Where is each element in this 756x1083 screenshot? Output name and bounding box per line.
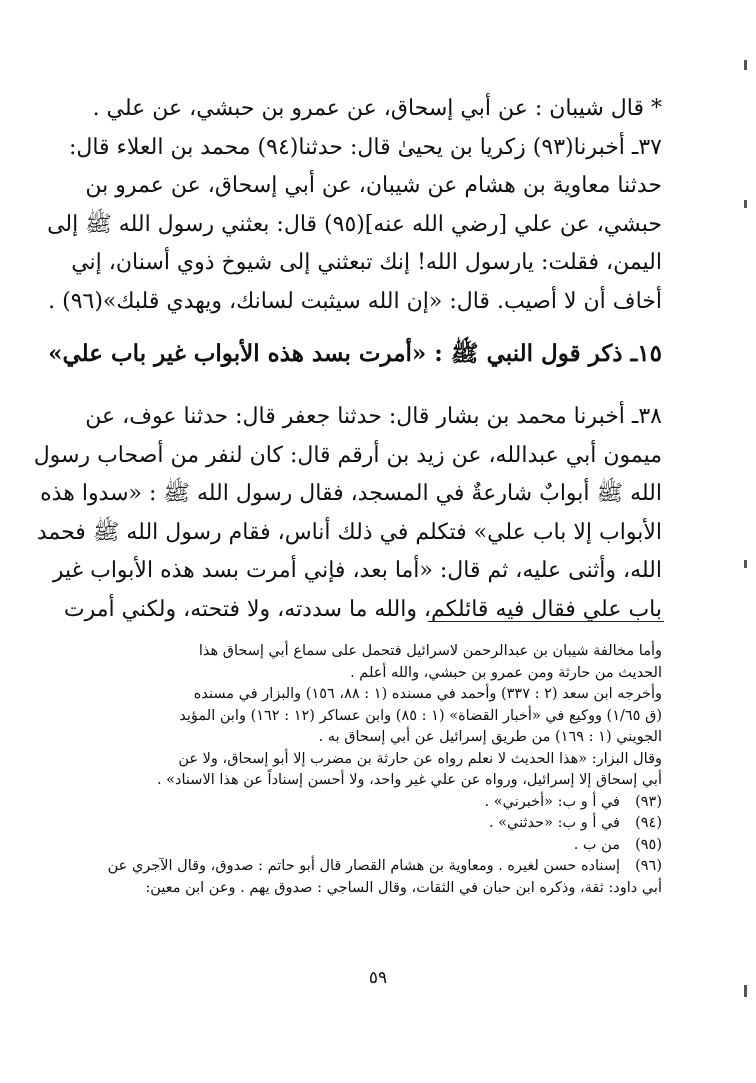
footnote-number: (٩٤)	[635, 815, 662, 831]
footnote-separator	[428, 621, 664, 622]
footnote-number: (٩٦)	[635, 858, 662, 874]
text-line: ميمون أبي عبدالله، عن زيد بن أرقم قال: كان لنفر من أصحاب رسول	[33, 442, 662, 468]
note-line: وأخرجه ابن سعد (٢ : ٣٣٧) وأحمد في مسنده (١ : ٨٨، ١٥٦) والبزار في مسنده	[193, 686, 662, 702]
note-line: وأما مخالفة شيبان بن عبدالرحمن لاسرائيل فتحمل على سماع أبي إسحاق هذا	[198, 643, 662, 659]
text-line: الله، وأثنى عليه، ثم قال: «أما بعد، فإني أمرت بسد هذه الأبواب غير	[52, 558, 662, 583]
scan-edge-mark	[744, 60, 747, 70]
text-line: ٣٨ـ أخبرنا محمد بن بشار قال: حدثنا جعفر قال: حدثنا عوف، عن	[85, 404, 662, 429]
text-line: باب علي فقال فيه قائلكم، والله ما سددته، ولا فتحته، ولكني أمرت	[63, 596, 662, 622]
footnote-text: إسناده حسن لغيره . ومعاوية بن هشام القصار قال أبو حاتم : صدوق، وقال الآجري عن	[107, 858, 620, 874]
main-text-block	[47, 90, 662, 321]
scan-edge-mark	[744, 560, 747, 568]
footnote-number: (٩٣)	[635, 793, 662, 810]
text-line: اليمن، فقلت: يارسول الله! إنك تبعثني إلى شيوخ ذوي أسنان، إني	[71, 250, 662, 275]
footnotes-section	[104, 641, 662, 899]
scan-edge-mark	[744, 985, 747, 997]
text-line: حدثنا معاوية بن هشام عن شيبان، عن أبي إسحاق، عن عمرو بن	[85, 173, 662, 198]
footnote-text: في أ و ب: «حدثني» .	[488, 815, 620, 831]
footnote-item	[104, 813, 662, 835]
text-line: الله ﷺ أبوابٌ شارعةٌ في المسجد، فقال رسول الله ﷺ : «سدوا هذه	[40, 481, 662, 506]
text-line: ٣٧ـ أخبرنا(٩٣) زكريا بن يحيىٰ قال: حدثنا(٩٤) محمد بن العلاء قال:	[68, 134, 662, 160]
footnote-item	[104, 856, 662, 878]
second-text-block	[33, 398, 662, 629]
text-line: حبشي، عن علي [رضي الله عنه](٩٥) قال: بعثني رسول الله ﷺ إلى	[47, 211, 662, 237]
page-number: ٥٩	[368, 968, 388, 988]
note-line: أبي داود: ثقة، وذكره ابن حبان في الثقات، وقال الساجي : صدوق يهم . وعن ابن معين:	[145, 879, 662, 896]
text-line: الأبواب إلا باب علي» فتكلم في ذلك أناس، فقام رسول الله ﷺ فحمد	[36, 519, 662, 545]
text-line: أخاف أن لا أصيب. قال: «إن الله سيثبت لسانك، ويهدي قلبك»(٩٦) .	[48, 288, 662, 314]
footnote-text: في أ و ب: «أخبرني» .	[484, 793, 620, 810]
note-line: (ق ١/٦٥) ووكيع في «أخبار القضاة» (١ : ٨٥) وابن عساكر (١٢ : ١٦٢) وابن المؤيد	[179, 707, 662, 724]
note-line: الحديث من حارثة ومن عمرو بن حبشي، والله أعلم .	[350, 664, 662, 681]
footnote-number: (٩٥)	[635, 836, 662, 853]
note-line: أبي إسحاق إلا إسرائيل، ورواه عن علي غير واحد، ولا أحسن إسناداً عن هذا الاسناد» .	[156, 772, 662, 788]
footnote-text: من ب .	[573, 836, 620, 853]
footnote-item	[104, 792, 662, 814]
note-line: وقال البزار: «هذا الحديث لا نعلم رواه عن حارثة بن مضرب إلا أبو إسحاق، ولا عن	[178, 750, 662, 767]
note-line: الجويني (١ : ١٦٩) من طريق إسرائيل عن أبي إسحاق به .	[318, 729, 662, 745]
footnote-item	[104, 835, 662, 857]
scan-edge-mark	[744, 200, 747, 208]
text-line: * قال شيبان : عن أبي إسحاق، عن عمرو بن حبشي، عن علي .	[92, 96, 662, 121]
section-heading: ١٥ـ ذكر قول النبي ﷺ : «أمرت بسد هذه الأبواب غير باب علي»	[48, 340, 662, 367]
